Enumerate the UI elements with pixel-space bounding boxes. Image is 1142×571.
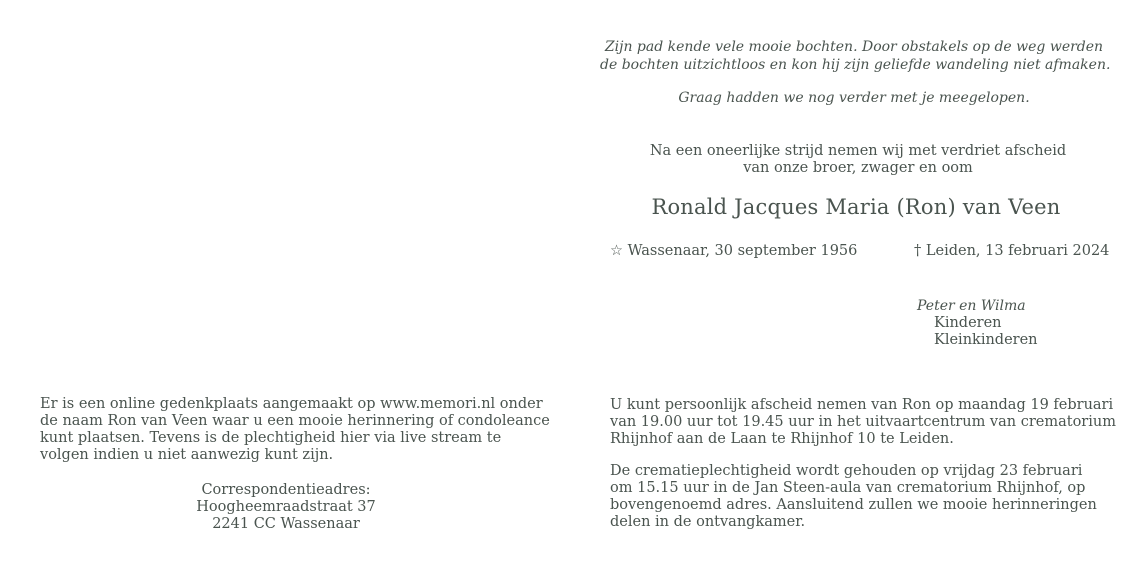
family-line-1: Peter en Wilma xyxy=(917,298,1026,314)
correspondence-label: Correspondentieadres: xyxy=(201,482,371,498)
farewell-line-3: Rhijnhof aan de Laan te Rhijnhof 10 te Leiden. xyxy=(610,431,954,447)
ceremony-text xyxy=(610,463,1115,531)
online-memorial-text xyxy=(40,396,550,464)
correspondence-address xyxy=(150,482,422,533)
ceremony-line-2: om 15.15 uur in de Jan Steen-aula van crematorium Rhijnhof, op xyxy=(610,480,1086,496)
farewell-line-2: van 19.00 uur tot 19.45 uur in het uitvaartcentrum van crematorium xyxy=(610,414,1116,430)
announcement xyxy=(600,143,1116,177)
poem-text xyxy=(600,38,1111,74)
poem-closing: Graag hadden we nog verder met je meegelopen. xyxy=(678,90,1030,106)
birth-date: ☆ Wassenaar, 30 september 1956 xyxy=(610,243,858,259)
correspondence-street: Hoogheemraadstraat 37 xyxy=(196,499,376,515)
family-line-2: Kinderen xyxy=(934,315,1002,331)
correspondence-city: 2241 CC Wassenaar xyxy=(212,516,360,532)
farewell-line-1: U kunt persoonlijk afscheid nemen van Ron op maandag 19 februari xyxy=(610,397,1114,413)
deceased-name: Ronald Jacques Maria (Ron) van Veen xyxy=(651,195,1061,219)
online-line-3: kunt plaatsen. Tevens is de plechtigheid hier via live stream te xyxy=(40,430,502,446)
ceremony-line-3: bovengenoemd adres. Aansluitend zullen we mooie herinneringen xyxy=(610,497,1097,513)
death-date: † Leiden, 13 februari 2024 xyxy=(914,243,1110,259)
poem-line-2: de bochten uitzichtloos en kon hij zijn geliefde wandeling niet afmaken. xyxy=(600,57,1111,73)
online-line-1: Er is een online gedenkplaats aangemaakt op www.memori.nl onder xyxy=(40,396,543,412)
family-line-3: Kleinkinderen xyxy=(934,332,1038,348)
online-line-2: de naam Ron van Veen waar u een mooie herinnering of condoleance xyxy=(40,413,550,429)
poem-line-1: Zijn pad kende vele mooie bochten. Door obstakels op de weg werden xyxy=(604,39,1104,55)
online-line-4: volgen indien u niet aanwezig kunt zijn. xyxy=(40,447,334,463)
farewell-text xyxy=(610,397,1115,448)
announcement-line-2: van onze broer, zwager en oom xyxy=(743,160,973,176)
ceremony-line-1: De crematieplechtigheid wordt gehouden op vrijdag 23 februari xyxy=(610,463,1083,479)
announcement-line-1: Na een oneerlijke strijd nemen wij met verdriet afscheid xyxy=(649,143,1067,159)
ceremony-line-4: delen in de ontvangkamer. xyxy=(610,514,806,530)
